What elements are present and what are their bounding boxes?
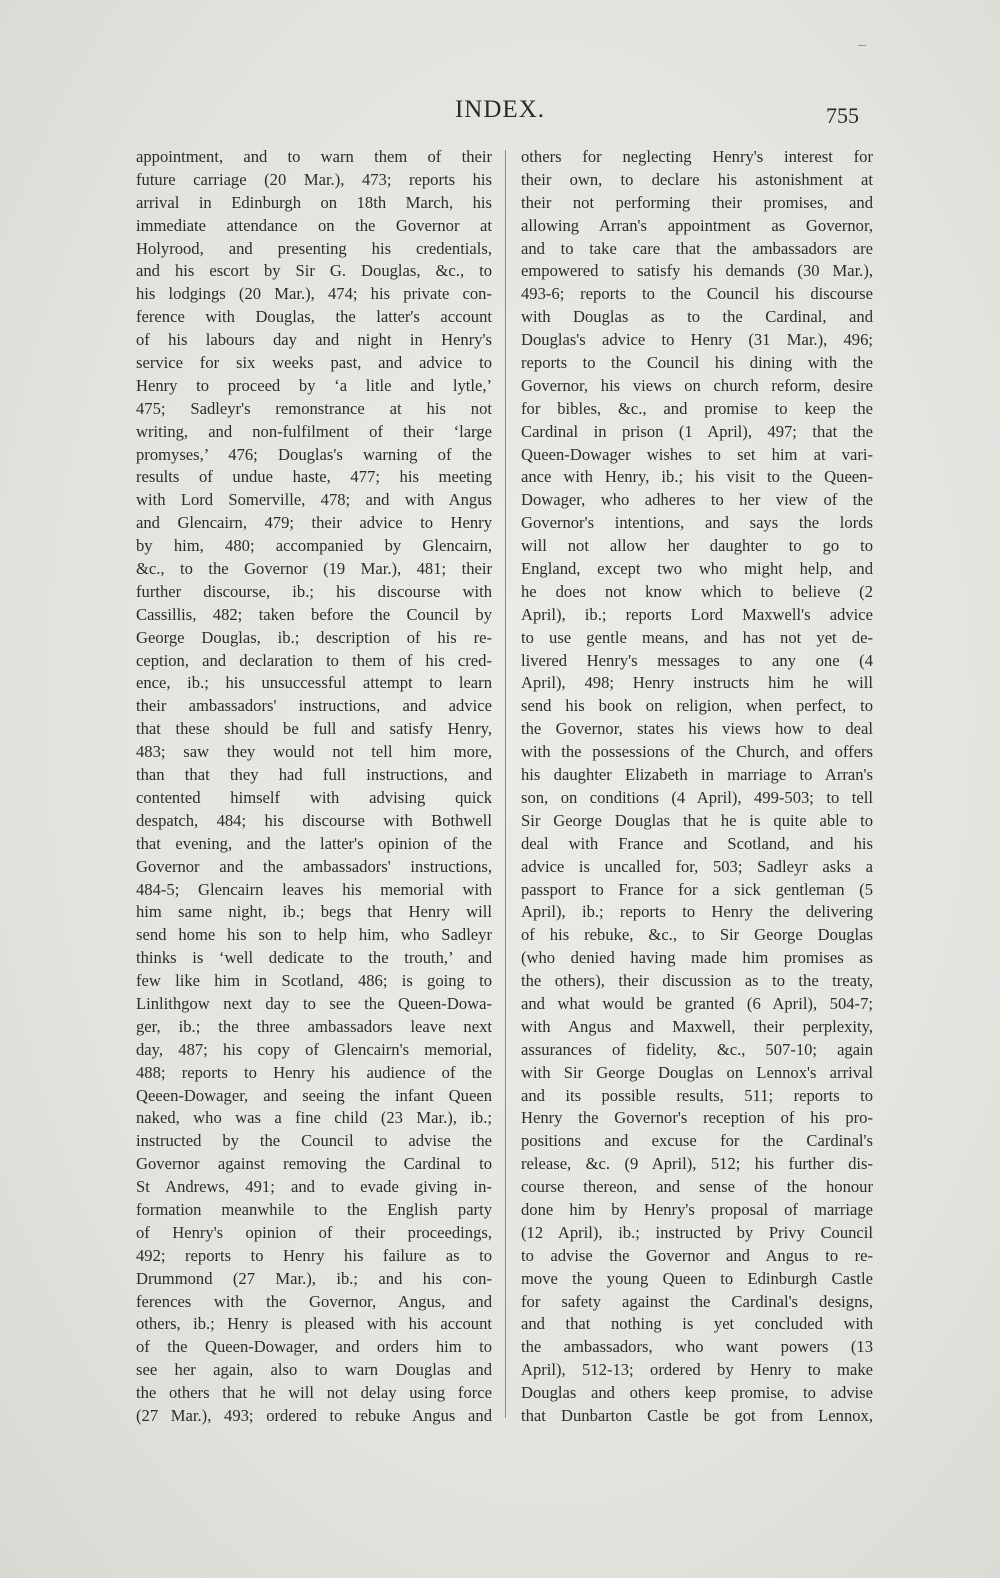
index-line: (12 April), ib.; instructed by Privy Council xyxy=(521,1222,873,1242)
index-line: results of undue haste, 477; his meeting xyxy=(136,467,492,487)
index-line: and his escort by Sir G. Douglas, &c., to xyxy=(136,261,492,281)
index-line: April), 498; Henry instructs him he will xyxy=(521,673,873,693)
index-line: 484-5; Glencairn leaves his memorial with xyxy=(136,879,492,899)
index-line: livered Henry's messages to any one (4 xyxy=(521,650,873,670)
index-line: Governor against removing the Cardinal to xyxy=(136,1154,492,1174)
index-line: allowing Arran's appointment as Governor, xyxy=(521,215,873,235)
index-line: that these should be full and satisfy Henry, xyxy=(136,719,492,739)
index-line: 475; Sadleyr's remonstrance at his not xyxy=(136,398,492,418)
index-line: others, ib.; Henry is pleased with his account xyxy=(136,1314,492,1334)
index-line: appointment, and to warn them of their xyxy=(136,147,492,166)
index-line: instructed by the Council to advise the xyxy=(136,1131,492,1151)
index-line: advice is uncalled for, 503; Sadleyr asks a xyxy=(521,856,873,876)
index-line: and its possible results, 511; reports to xyxy=(521,1085,873,1105)
index-line: &c., to the Governor (19 Mar.), 481; their xyxy=(136,559,492,579)
index-line: Douglas and others keep promise, to advise xyxy=(521,1383,873,1403)
index-column-right xyxy=(521,146,873,1428)
index-line: arrival in Edinburgh on 18th March, his xyxy=(136,192,492,212)
index-line: to advise the Governor and Angus to re- xyxy=(521,1245,873,1265)
index-line: with Douglas as to the Cardinal, and xyxy=(521,307,873,327)
index-line: immediate attendance on the Governor at xyxy=(136,215,492,235)
index-line: 488; reports to Henry his audience of the xyxy=(136,1062,492,1082)
index-line: promyses,’ 476; Douglas's warning of the xyxy=(136,444,492,464)
index-line: (27 Mar.), 493; ordered to rebuke Angus and xyxy=(136,1405,492,1425)
index-line: of Henry's opinion of their proceedings, xyxy=(136,1222,492,1242)
index-line: move the young Queen to Edinburgh Castle xyxy=(521,1268,873,1288)
index-line: with the possessions of the Church, and offers xyxy=(521,742,873,762)
index-line: done him by Henry's proposal of marriage xyxy=(521,1199,873,1219)
index-line: by him, 480; accompanied by Glencairn, xyxy=(136,536,492,556)
index-line: the others), their discussion as to the treaty, xyxy=(521,971,873,991)
index-line: ance with Henry, ib.; his visit to the Queen- xyxy=(521,467,873,487)
index-line: release, &c. (9 April), 512; his further dis- xyxy=(521,1154,873,1174)
index-line: son, on conditions (4 April), 499-503; to tell xyxy=(521,787,873,807)
index-line: will not allow her daughter to go to xyxy=(521,536,873,556)
index-line: Qeeen-Dowager, and seeing the infant Queen xyxy=(136,1085,492,1105)
index-line: Queen-Dowager wishes to set him at vari- xyxy=(521,444,873,464)
index-line: the others that he will not delay using force xyxy=(136,1383,492,1403)
index-line: Cassillis, 482; taken before the Council by xyxy=(136,604,492,624)
index-line: 492; reports to Henry his failure as to xyxy=(136,1245,492,1265)
index-column-left xyxy=(136,146,492,1428)
index-line: ference with Douglas, the latter's account xyxy=(136,307,492,327)
index-line: for safety against the Cardinal's designs, xyxy=(521,1291,873,1311)
index-line: deal with France and Scotland, and his xyxy=(521,833,873,853)
index-line: Henry the Governor's reception of his pro- xyxy=(521,1108,873,1128)
index-line: St Andrews, 491; and to evade giving in- xyxy=(136,1177,492,1197)
index-line: Sir George Douglas that he is quite able to xyxy=(521,810,873,830)
index-line: thinks is ‘well dedicate to the trouth,’ and xyxy=(136,948,492,968)
index-line: of his labours day and night in Henry's xyxy=(136,330,492,350)
index-line: (who denied having made him promises as xyxy=(521,948,873,968)
index-line: April), 512-13; ordered by Henry to make xyxy=(521,1360,873,1380)
index-line: others for neglecting Henry's interest for xyxy=(521,147,873,166)
column-divider xyxy=(505,150,506,1418)
running-header-title: INDEX. xyxy=(454,96,545,123)
index-line: with Angus and Maxwell, their perplexity, xyxy=(521,1016,873,1036)
index-line: send his book on religion, when perfect, to xyxy=(521,696,873,716)
index-line: he does not know which to believe (2 xyxy=(521,581,873,601)
index-line: send home his son to help him, who Sadleyr xyxy=(136,925,492,945)
index-line: further discourse, ib.; his discourse with xyxy=(136,581,492,601)
index-line: for bibles, &c., and promise to keep the xyxy=(521,398,873,418)
index-line: 483; saw they would not tell him more, xyxy=(136,742,492,762)
index-line: empowered to satisfy his demands (30 Mar.), xyxy=(521,261,873,281)
index-line: Drummond (27 Mar.), ib.; and his con- xyxy=(136,1268,492,1288)
index-line: passport to France for a sick gentleman (5 xyxy=(521,879,873,899)
index-line: his lodgings (20 Mar.), 474; his private con- xyxy=(136,284,492,304)
index-line: their not performing their promises, and xyxy=(521,192,873,212)
index-line: assurances of fidelity, &c., 507-10; again xyxy=(521,1039,873,1059)
index-line: England, except two who might help, and xyxy=(521,559,873,579)
index-line: Henry to proceed by ‘a litle and lytle,’ xyxy=(136,375,492,395)
index-line: Governor, his views on church reform, desire xyxy=(521,375,873,395)
index-line: formation meanwhile to the English party xyxy=(136,1199,492,1219)
index-line: their own, to declare his astonishment at xyxy=(521,169,873,189)
index-line: future carriage (20 Mar.), 473; reports his xyxy=(136,169,492,189)
index-line: ception, and declaration to them of his cred- xyxy=(136,650,492,670)
index-line: positions and excuse for the Cardinal's xyxy=(521,1131,873,1151)
index-line: the ambassadors, who want powers (13 xyxy=(521,1337,873,1357)
index-line: him same night, ib.; begs that Henry will xyxy=(136,902,492,922)
index-line: George Douglas, ib.; description of his re- xyxy=(136,627,492,647)
index-line: Douglas's advice to Henry (31 Mar.), 496; xyxy=(521,330,873,350)
index-line: Linlithgow next day to see the Queen-Dowa- xyxy=(136,993,492,1013)
index-line: ence, ib.; his unsuccessful attempt to learn xyxy=(136,673,492,693)
index-line: April), ib.; reports Lord Maxwell's advice xyxy=(521,604,873,624)
index-line: Holyrood, and presenting his credentials, xyxy=(136,238,492,258)
index-line: 493-6; reports to the Council his discourse xyxy=(521,284,873,304)
index-line: course thereon, and sense of the honour xyxy=(521,1177,873,1197)
index-line: and what would be granted (6 April), 504-7; xyxy=(521,993,873,1013)
index-line: reports to the Council his dining with the xyxy=(521,353,873,373)
index-line: his daughter Elizabeth in marriage to Arran's xyxy=(521,765,873,785)
index-line: ferences with the Governor, Angus, and xyxy=(136,1291,492,1311)
index-line: than that they had full instructions, and xyxy=(136,765,492,785)
index-line: Governor's intentions, and says the lords xyxy=(521,513,873,533)
index-line: writing, and non-fulfilment of their ‘large xyxy=(136,421,492,441)
index-line: their ambassadors' instructions, and advice xyxy=(136,696,492,716)
index-line: see her again, also to warn Douglas and xyxy=(136,1360,492,1380)
page-mark xyxy=(858,45,866,46)
page-number: 755 xyxy=(826,103,859,128)
index-line: April), ib.; reports to Henry the delivering xyxy=(521,902,873,922)
index-line: to use gentle means, and has not yet de- xyxy=(521,627,873,647)
index-line: of the Queen-Dowager, and orders him to xyxy=(136,1337,492,1357)
index-line: Governor and the ambassadors' instructions, xyxy=(136,856,492,876)
index-line: and that nothing is yet concluded with xyxy=(521,1314,873,1334)
index-line: despatch, 484; his discourse with Bothwell xyxy=(136,810,492,830)
index-line: contented himself with advising quick xyxy=(136,787,492,807)
index-line: with Sir George Douglas on Lennox's arrival xyxy=(521,1062,873,1082)
index-line: Dowager, who adheres to her view of the xyxy=(521,490,873,510)
index-line: of his rebuke, &c., to Sir George Douglas xyxy=(521,925,873,945)
index-line: and to take care that the ambassadors are xyxy=(521,238,873,258)
index-line: with Lord Somerville, 478; and with Angus xyxy=(136,490,492,510)
index-line: few like him in Scotland, 486; is going to xyxy=(136,971,492,991)
index-line: naked, who was a fine child (23 Mar.), ib.; xyxy=(136,1108,492,1128)
index-line: service for six weeks past, and advice to xyxy=(136,353,492,373)
index-line: that Dunbarton Castle be got from Lennox, xyxy=(521,1405,873,1425)
index-line: the Governor, states his views how to deal xyxy=(521,719,873,739)
index-line: ger, ib.; the three ambassadors leave next xyxy=(136,1016,492,1036)
index-line: Cardinal in prison (1 April), 497; that the xyxy=(521,421,873,441)
index-line: and Glencairn, 479; their advice to Henry xyxy=(136,513,492,533)
index-line: day, 487; his copy of Glencairn's memorial, xyxy=(136,1039,492,1059)
index-line: that evening, and the latter's opinion of the xyxy=(136,833,492,853)
